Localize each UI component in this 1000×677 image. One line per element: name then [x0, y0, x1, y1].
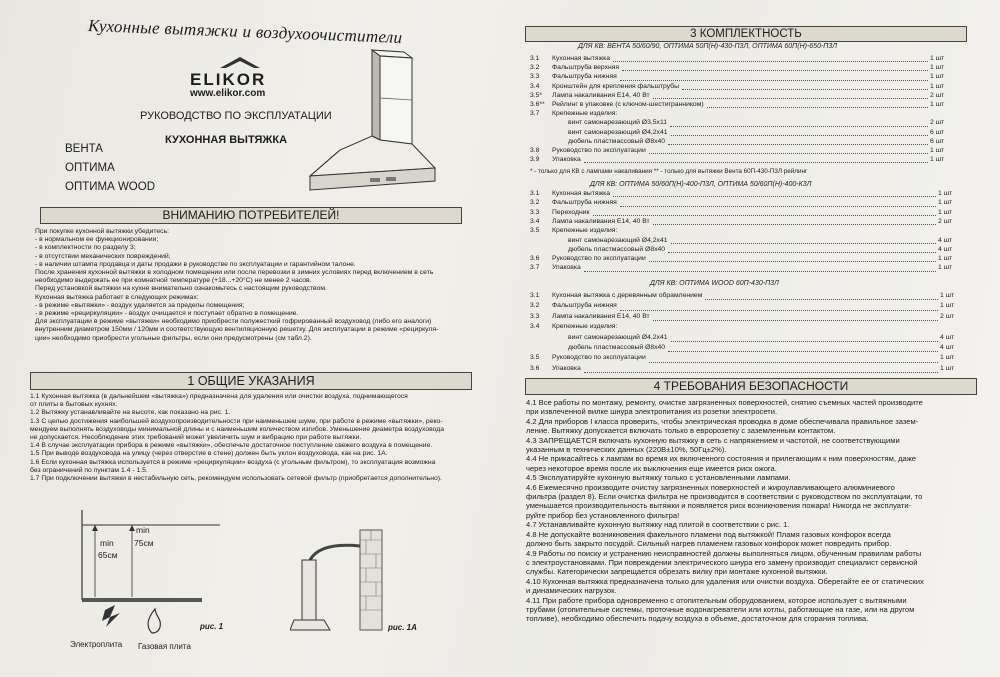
safety-line: службы. Категорически запрещается обрезать вилку при монтаже кухонной вытяжки.: [526, 567, 828, 577]
model-optima: ОПТИМА: [65, 162, 115, 174]
kit-row: [530, 246, 970, 255]
elikor-logo-icon: [218, 55, 262, 69]
kit-row: [530, 110, 970, 119]
kit-row-item: Лампа накаливания Е14, 40 Вт: [552, 217, 650, 225]
kit-row: [530, 119, 970, 128]
fig-min-65: min: [100, 538, 114, 548]
model-venta: ВЕНТА: [65, 143, 103, 155]
safety-line: 4.7 Устанавливайте кухонную вытяжку над плитой в соответствии с рис. 1.: [526, 520, 790, 530]
attention-line: Перед установкой вытяжки на кухне внимательно ознакомьтесь с настоящим руководством.: [35, 285, 327, 293]
general-line: 1.7 При подключении вытяжки в нестабильную сеть, рекомендуем использовать сетевой фильтр (приобретается дополнительно).: [30, 475, 442, 483]
kit-row-number: 3.3: [530, 312, 540, 320]
safety-line: 4.8 Не допускайте возникновения факельного пламени под вытяжкой! Пламя газовых конфорок всегда: [526, 529, 891, 539]
attention-line: - в режиме «рециркуляции» - воздух очищается и поступает обратно в помещение.: [35, 310, 299, 318]
kit-row-item: Рейлинг в упаковке (с ключом-шестигранником): [552, 101, 704, 108]
kit-row-item: винт самонарезающий Ø3,5x11: [568, 119, 667, 127]
safety-line: 4.4 Не прикасайтесь к лампам во время их включенного состояния и прилегающим к ним поверхностям, даже: [526, 454, 917, 464]
kit-row-item: Кухонная вытяжка с деревянным обрамлением: [552, 292, 703, 299]
kit-row-item: Упаковка: [552, 264, 581, 272]
kit-row: [530, 190, 970, 199]
kit-row-leader: [649, 362, 938, 363]
kit-row-item: винт самонарезающий Ø4,2x41: [568, 236, 668, 244]
page-header: Кухонные вытяжки и воздухоочистители: [87, 15, 403, 48]
kit-row-leader: [593, 215, 936, 216]
general-title: 1 ОБЩИЕ УКАЗАНИЯ: [187, 374, 315, 388]
kit-row-item: Фальштруба нижняя: [552, 199, 617, 207]
attention-line: При покупке кухонной вытяжки убедитесь:: [35, 228, 170, 235]
kit-row-quantity: 6 шт: [930, 128, 945, 136]
attention-line: - в нормальном ее функционировании;: [35, 236, 159, 244]
kit-row: [530, 313, 970, 323]
kit-row: [530, 209, 970, 218]
kit-row-item: Руководство по эксплуатации: [552, 354, 646, 362]
kit-row-quantity: 1 шт: [930, 156, 945, 164]
kit-row-leader: [622, 70, 928, 71]
kit-row-number: 3.6: [530, 255, 540, 263]
kit-row-quantity: 1 шт: [938, 264, 953, 272]
safety-line: 4.10 Кухонная вытяжка предназначена только для удаления или очистки воздуха. Оберегайте ее от статических: [526, 576, 924, 586]
kit-row-item: Упаковка: [552, 364, 581, 372]
kit-row-quantity: 1 шт: [940, 292, 955, 299]
safety-line: фильтра (раздел 8). Если очистка фильтра не производится в соответствии с руководством по эксплуатации, то: [526, 492, 923, 502]
kit-row-item: Кухонная вытяжка: [552, 55, 611, 62]
general-line: 1.1 Кухонная вытяжка (в дальнейшем «вытяжка») предназначена для удаления или очистки воздуха, поднимающегося: [30, 393, 408, 400]
attention-body: [35, 228, 475, 343]
safety-line: через некоторое время после их выключения еще имеется риск ожога.: [526, 463, 777, 473]
kit-row-item: Руководство по эксплуатации: [552, 147, 646, 154]
kit-row-item: Крепежные изделия:: [552, 227, 618, 235]
safety-line: руйте прибор без установленного фильтра!: [526, 510, 680, 520]
kit-row: [530, 55, 970, 64]
kit-row-quantity: 1 шт: [930, 73, 945, 81]
manual-title: РУКОВОДСТВО ПО ЭКСПЛУАТАЦИИ: [140, 110, 332, 122]
safety-line: должно быть закрыто посудой. Сильный нагрев пламенем газовых конфорок может повредить прибор.: [526, 539, 892, 549]
kit-row: [530, 323, 970, 333]
kit-row-quantity: 1 шт: [930, 64, 945, 72]
kit-row-quantity: 4 шт: [938, 245, 953, 253]
kit-row-item: Лампа накаливания Е14, 40 Вт: [552, 91, 650, 99]
general-line: 1.3 С целью достижения наибольшей воздухопроизводительности при наименьшем шуме, при работе в режиме «вытяжки», реко-: [30, 417, 443, 425]
kit-row-number: 3.5*: [530, 91, 543, 99]
kit-row-number: 3.7: [530, 264, 540, 272]
kit-row: [530, 64, 970, 73]
kit-row-quantity: 2 шт: [930, 119, 945, 127]
general-line: не допускается. Несоблюдение этих требований может увеличить шум и вибрацию при работе вытяжки.: [30, 434, 362, 442]
kit-row-item: Крепежные изделия:: [552, 110, 618, 118]
kit-row: [530, 255, 970, 264]
safety-line: 4.1 Все работы по монтажу, ремонту, очистке загрязненных поверхностей, снятию съемных частей производите: [526, 398, 923, 407]
kit-row-item: Крепежные изделия:: [552, 323, 618, 331]
attention-line: После хранения кухонной вытяжки в холодном помещении или после перевозки в зимних условиях перед включением в сеть: [35, 269, 434, 277]
kit-row: [530, 138, 970, 147]
hood-illustration: [300, 40, 445, 200]
kit-row-leader: [668, 144, 928, 145]
kit-row-item: Фальштруба нижняя: [552, 73, 617, 81]
kit-row-quantity: 4 шт: [940, 333, 955, 341]
general-line: без ограничений по пунктам 1.4 - 1.5.: [30, 466, 148, 474]
safety-line: 4.6 Ежемесячно производите очистку загрязненных поверхностей и жироулавливающего алюминиевого: [526, 482, 895, 492]
kit-row-quantity: 1 шт: [938, 255, 953, 263]
general-line: 1.4 В случае эксплуатации прибора в режиме «вытяжки», обеспечьте достаточное поступление свежего воздуха в помещение.: [30, 442, 433, 450]
kit-row-number: 3.1: [530, 190, 540, 197]
safety-title: 4 ТРЕБОВАНИЯ БЕЗОПАСНОСТИ: [653, 379, 849, 393]
fig-val-75: 75см: [134, 538, 154, 548]
figure-1-drawing: [70, 505, 240, 640]
kit-row-quantity: 1 шт: [940, 364, 955, 372]
attention-line: - в комплектности по разделу 3;: [35, 244, 136, 252]
kit-row: [530, 129, 970, 138]
kit-row-leader: [584, 162, 928, 163]
attention-line: Для эксплуатации в режиме «вытяжки» необходимо приобрести полужесткий гофрированный воздуховод (либо его аналоги): [35, 318, 432, 326]
general-line: 1.2 Вытяжку устанавливайте на высоте, как показано на рис. 1.: [30, 409, 231, 417]
kit-row-item: Фальштруба верхняя: [552, 64, 620, 72]
kit-row-item: Переходник: [552, 208, 590, 216]
attention-line: внутренним диаметром 150мм / 120мм и соответствующую вентиляционную решетку. Для эксплуатации в режиме «рециркуля-: [35, 326, 439, 334]
kit-row-number: 3.2: [530, 64, 540, 72]
kit-row-item: винт самонарезающий Ø4,2x41: [568, 333, 668, 341]
kit-row-number: 3.1: [530, 55, 540, 62]
kit-row-item: дюбель пластмассовый Ø8x40: [568, 245, 666, 253]
kit-row-quantity: 2 шт: [938, 217, 953, 225]
kit-row-leader: [707, 107, 928, 108]
attention-line: - в наличии штампа продавца и даты продажи в руководстве по эксплуатации и гарантийном талоне.: [35, 260, 356, 268]
kit-row-item: Фальштруба нижняя: [552, 302, 617, 310]
kit-row: [530, 218, 970, 227]
kit-row-item: Лампа накаливания Е14, 40 Вт: [552, 312, 650, 320]
kit-group1-note: * - только для КВ с лампами накаливания ** - только для вытяжки Вента 60П-430-П3Л рейлинг: [530, 168, 808, 175]
kit-row-leader: [682, 89, 928, 90]
gas-stove-label: Газовая плита: [138, 642, 191, 651]
kit-row-leader: [653, 98, 928, 99]
kit-row-number: 3.5: [530, 227, 540, 235]
safety-line: уменьшается производительность вытяжки и появляется риск возникновения пожара! Никогда не эксплуати-: [526, 501, 912, 511]
kit-row: [530, 227, 970, 236]
kit-row-leader: [653, 320, 938, 321]
kit-row: [530, 302, 970, 312]
kit-title: 3 КОМПЛЕКТНОСТЬ: [690, 28, 802, 40]
safety-line: при извлеченной вилке шнура электропитания из розетки электросети.: [526, 407, 778, 417]
general-line: 1.6 Если кухонная вытяжка используется в режиме «рециркуляции» воздуха (с угольным фильтром), то эксплуатация возможна: [30, 458, 436, 466]
safety-line: ление. Вытяжку допускается включать только в евророзетку с заземленным контактом.: [526, 426, 836, 436]
kit-row-quantity: 1 шт: [930, 82, 945, 90]
kit-row: [530, 237, 970, 246]
kit-group1-subtitle: ДЛЯ КВ: ВЕНТА 50/60/90, ОПТИМА 50П(Н)-430-П3Л, ОПТИМА 60П(Н)-650-П3Л: [578, 43, 838, 50]
kit-row-number: 3.3: [530, 73, 540, 81]
kit-row: [530, 344, 970, 354]
kit-row: [530, 354, 970, 364]
general-line: 1.5 При выводе воздуховода на улицу (через отверстие в стене) должен быть уклон воздуховода, как на рис. 1А.: [30, 450, 388, 458]
kit-row: [530, 334, 970, 344]
general-line: мендуем выполнять воздуховоды минимальной длины и с наименьшим количеством изгибов. Уменьшение диаметра воздуховода: [30, 425, 445, 433]
safety-line: и динамических нагрузок.: [526, 586, 617, 596]
figure-1a-drawing: [290, 520, 390, 640]
general-line: от плиты в бытовых кухнях.: [30, 401, 118, 409]
kit-row-quantity: 1 шт: [938, 208, 953, 216]
kit-row-leader: [584, 271, 936, 272]
kit-row-number: 3.2: [530, 302, 540, 310]
safety-line: 4.5 Эксплуатируйте кухонную вытяжку только с установленными лампами.: [526, 473, 791, 483]
kit-row-number: 3.9: [530, 156, 540, 164]
attention-line: необходимо выдержать ее при комнатной температуре (+18...+20°С) не менее 2 часов.: [35, 277, 312, 285]
kit-row-quantity: 4 шт: [940, 344, 955, 351]
kit-row-leader: [705, 299, 938, 300]
kit-row-quantity: 2 шт: [930, 91, 945, 99]
kit-row-number: 3.3: [530, 208, 540, 216]
kit-row-leader: [671, 243, 936, 244]
kit-row-number: 3.8: [530, 147, 540, 154]
safety-line: с электроустановками. При повреждении электрического шнура его замену производит специалист сервисной: [526, 557, 918, 567]
kit-row-quantity: 1 шт: [940, 302, 955, 310]
kit-row: [530, 292, 970, 302]
kit-row-item: Кухонная вытяжка: [552, 190, 611, 197]
safety-line: 4.3 ЗАПРЕЩАЕТСЯ включать кухонную вытяжку в сеть с напряжением и частотой, не соответствующими: [526, 435, 900, 445]
kit-row-leader: [671, 135, 928, 136]
kit-row: [530, 156, 970, 165]
kit-row-number: 3.6: [530, 364, 540, 372]
kit-row: [530, 147, 970, 156]
kit-row-item: Упаковка: [552, 156, 581, 164]
attention-line: Кухонная вытяжка работает в следующих режимах:: [35, 293, 199, 301]
attention-line: - в режиме «вытяжки» - воздух удаляется за пределы помещения;: [35, 301, 245, 309]
kit-row-leader: [668, 252, 936, 253]
fig-min-75: min: [136, 525, 150, 535]
kit-row-leader: [620, 310, 938, 311]
kit-row-number: 3.4: [530, 82, 540, 90]
kit-row: [530, 73, 970, 82]
kit-row-number: 3.4: [530, 217, 540, 225]
kit-group2-subtitle: ДЛЯ КВ: ОПТИМА 50/60П(Н)-400-П3Л, ОПТИМА 50/60П(Н)-400-К3Л: [590, 181, 812, 188]
kit-row-quantity: 4 шт: [938, 236, 953, 244]
kit-row: [530, 199, 970, 208]
product-title: КУХОННАЯ ВЫТЯЖКА: [165, 134, 288, 146]
kit-row: [530, 101, 970, 110]
kit-row-number: 3.5: [530, 354, 540, 362]
kit-row: [530, 365, 970, 375]
attention-line: ции» необходимо приобрести угольные фильтры, если они предусмотрены (см табл.2).: [35, 334, 312, 342]
kit-row-quantity: 1 шт: [930, 147, 945, 154]
kit-row: [530, 264, 970, 273]
kit-row-number: 3.2: [530, 199, 540, 207]
safety-line: 4.11 При работе прибора одновременно с отопительным оборудованием, которое использует с вытяжными: [526, 595, 907, 605]
electric-stove-label: Электроплита: [70, 640, 123, 649]
general-body: [30, 393, 470, 483]
kit-row-number: 3.6**: [530, 101, 545, 108]
kit-row-leader: [649, 261, 936, 262]
figure-1-caption: рис. 1: [200, 622, 224, 631]
model-optima-wood: ОПТИМА WOOD: [65, 181, 155, 193]
kit-row-item: Руководство по эксплуатации: [552, 255, 646, 263]
fig-val-65: 65см: [98, 550, 118, 560]
safety-line: указанным в технических данных (220В±10%, 50Гц±2%).: [526, 445, 727, 455]
attention-line: - в отсутствии механических повреждений;: [35, 252, 171, 260]
safety-line: топливе), необходимо обеспечить подачу воздуха в объеме, достаточном для сгорания топлива.: [526, 614, 869, 624]
kit-row-number: 3.7: [530, 110, 540, 118]
kit-row-leader: [613, 196, 936, 197]
attention-title: ВНИМАНИЮ ПОТРЕБИТЕЛЕЙ!: [162, 208, 340, 222]
kit-row-item: дюбель пластмассовый Ø8x40: [568, 137, 666, 145]
kit-row-quantity: 1 шт: [938, 199, 953, 207]
kit-row-leader: [649, 153, 928, 154]
kit-row-item: дюбель пластмассовый Ø8x40: [568, 344, 666, 351]
kit-row-quantity: 1 шт: [938, 190, 953, 197]
kit-group3-subtitle: ДЛЯ КВ: ОПТИМА WOOD 60П-430-П3Л: [650, 280, 779, 287]
kit-row-quantity: 2 шт: [940, 312, 955, 320]
kit-row-quantity: 1 шт: [930, 55, 945, 62]
kit-row-item: винт самонарезающий Ø4,2x41: [568, 128, 668, 136]
kit-row-item: Кронштейн для крепления фальштрубы: [552, 82, 679, 90]
safety-line: 4.9 Работы по поиску и устранению неисправностей должны выполняться лицом, обученным правилам работы: [526, 548, 922, 558]
kit-row-leader: [670, 126, 928, 127]
kit-row-number: 3.1: [530, 292, 540, 299]
kit-row-leader: [653, 224, 936, 225]
kit-row-quantity: 1 шт: [940, 354, 955, 362]
kit-row-leader: [620, 206, 936, 207]
figure-1a-caption: рис. 1А: [388, 623, 417, 632]
kit-row-leader: [584, 372, 938, 373]
kit-row-leader: [671, 341, 938, 342]
kit-row-leader: [620, 80, 928, 81]
kit-row-quantity: 1 шт: [930, 101, 945, 108]
kit-row-quantity: 6 шт: [930, 137, 945, 145]
safety-body: [526, 398, 976, 624]
brand-url: www.elikor.com: [190, 88, 266, 99]
brand-name: ELIKOR: [190, 70, 267, 89]
kit-row: [530, 92, 970, 101]
kit-row-leader: [668, 351, 938, 352]
kit-row-leader: [613, 61, 928, 62]
safety-line: 4.2 Для приборов I класса проверить, чтобы электрическая проводка в доме обеспечивала правильное зазем-: [526, 416, 919, 426]
safety-line: трубами (отопительные системы, проточные водонагреватели или котлы, работающие на газе, или на другом: [526, 604, 915, 614]
kit-row: [530, 83, 970, 92]
kit-row-number: 3.4: [530, 323, 540, 331]
